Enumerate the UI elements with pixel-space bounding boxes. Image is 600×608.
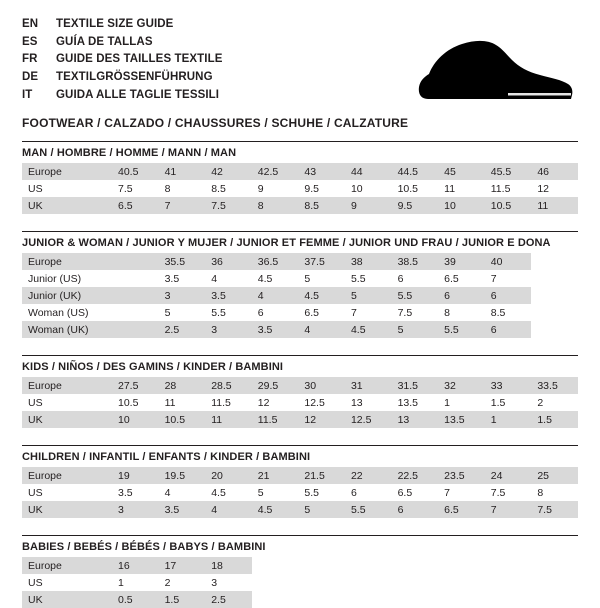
size-cell: 10 xyxy=(345,180,392,197)
language-row xyxy=(22,51,223,69)
size-cell: 11 xyxy=(159,394,206,411)
size-sections xyxy=(22,141,578,608)
size-cell: 30 xyxy=(298,377,345,394)
section-divider xyxy=(22,445,578,446)
row-label: Woman (US) xyxy=(22,304,112,321)
empty-cell xyxy=(438,557,485,574)
size-cell: 11.5 xyxy=(205,394,252,411)
size-cell: 5.5 xyxy=(298,484,345,501)
empty-cell xyxy=(298,574,345,591)
size-cell: 13 xyxy=(392,411,439,428)
size-cell: 31.5 xyxy=(392,377,439,394)
size-cell: 6.5 xyxy=(438,501,485,518)
table-row xyxy=(22,197,578,214)
size-cell: 8.5 xyxy=(298,197,345,214)
size-cell: 20 xyxy=(205,467,252,484)
size-cell xyxy=(112,253,159,270)
section-title: BABIES / BEBÉS / BÉBÉS / BABYS / BAMBINI xyxy=(22,541,266,553)
size-cell: 6 xyxy=(485,321,532,338)
row-label: Europe xyxy=(22,467,112,484)
size-table xyxy=(22,163,578,214)
table-row xyxy=(22,574,578,591)
size-cell: 1.5 xyxy=(531,411,578,428)
empty-cell xyxy=(438,574,485,591)
size-cell: 10.5 xyxy=(159,411,206,428)
size-cell: 4 xyxy=(159,484,206,501)
size-cell: 39 xyxy=(438,253,485,270)
section-title: CHILDREN / INFANTIL / ENFANTS / KINDER / BAMBINI xyxy=(22,451,311,463)
size-section xyxy=(22,141,578,214)
language-row xyxy=(22,16,223,34)
size-cell: 28.5 xyxy=(205,377,252,394)
size-cell: 28 xyxy=(159,377,206,394)
size-cell: 4 xyxy=(205,501,252,518)
size-cell: 12 xyxy=(252,394,299,411)
empty-cell xyxy=(531,574,578,591)
size-cell: 4 xyxy=(205,270,252,287)
size-cell: 36.5 xyxy=(252,253,299,270)
size-cell: 22 xyxy=(345,467,392,484)
size-cell: 9.5 xyxy=(298,180,345,197)
size-cell: 6.5 xyxy=(298,304,345,321)
empty-cell xyxy=(345,574,392,591)
dress-shoe-icon xyxy=(388,36,574,110)
size-table xyxy=(22,253,578,338)
size-cell: 2 xyxy=(531,394,578,411)
size-cell: 1.5 xyxy=(159,591,206,608)
size-cell: 3 xyxy=(112,501,159,518)
size-cell: 7.5 xyxy=(392,304,439,321)
size-cell: 4.5 xyxy=(205,484,252,501)
size-cell: 12.5 xyxy=(345,411,392,428)
size-cell: 8.5 xyxy=(485,304,532,321)
language-row xyxy=(22,69,223,87)
size-cell: 8 xyxy=(252,197,299,214)
category-title: FOOTWEAR / CALZADO / CHAUSSURES / SCHUHE / CALZATURE xyxy=(22,116,409,131)
section-title: JUNIOR & WOMAN / JUNIOR Y MUJER / JUNIOR ET FEMME / JUNIOR UND FRAU / JUNIOR E DONA xyxy=(22,237,551,249)
size-cell: 11 xyxy=(531,197,578,214)
size-cell: 13 xyxy=(345,394,392,411)
size-cell: 10.5 xyxy=(485,197,532,214)
size-cell: 46 xyxy=(531,163,578,180)
size-cell: 33.5 xyxy=(531,377,578,394)
table-row xyxy=(22,484,578,501)
table-row xyxy=(22,557,578,574)
size-section xyxy=(22,445,578,518)
size-cell: 12.5 xyxy=(298,394,345,411)
size-cell: 6 xyxy=(392,270,439,287)
size-cell: 17 xyxy=(159,557,206,574)
language-title: TEXTILE SIZE GUIDE xyxy=(56,18,174,30)
language-title: GUÍA DE TALLAS xyxy=(56,35,153,48)
size-cell: 7 xyxy=(485,501,532,518)
size-cell: 3 xyxy=(159,287,206,304)
empty-cell xyxy=(298,557,345,574)
size-cell: 21.5 xyxy=(298,467,345,484)
language-code: EN xyxy=(22,18,39,30)
size-cell: 36 xyxy=(205,253,252,270)
size-cell: 3.5 xyxy=(205,287,252,304)
row-label: US xyxy=(22,180,112,197)
table-row xyxy=(22,501,578,518)
size-table xyxy=(22,377,578,428)
size-cell: 9 xyxy=(345,197,392,214)
language-row xyxy=(22,87,223,105)
size-cell: 38.5 xyxy=(392,253,439,270)
size-cell xyxy=(112,287,159,304)
size-cell: 4.5 xyxy=(298,287,345,304)
table-row xyxy=(22,321,578,338)
size-cell: 45.5 xyxy=(485,163,532,180)
size-cell: 7.5 xyxy=(205,197,252,214)
size-cell: 3.5 xyxy=(112,484,159,501)
size-cell: 32 xyxy=(438,377,485,394)
size-cell: 5.5 xyxy=(438,321,485,338)
table-row xyxy=(22,163,578,180)
size-cell: 6 xyxy=(392,501,439,518)
language-code: ES xyxy=(22,35,38,48)
size-cell: 7 xyxy=(345,304,392,321)
size-cell: 5.5 xyxy=(205,304,252,321)
size-section xyxy=(22,535,578,608)
size-cell: 10.5 xyxy=(392,180,439,197)
size-cell: 4.5 xyxy=(345,321,392,338)
language-title: TEXTILGRÖSSENFÜHRUNG xyxy=(56,71,213,84)
size-cell: 31 xyxy=(345,377,392,394)
size-cell: 4 xyxy=(252,287,299,304)
size-cell: 27.5 xyxy=(112,377,159,394)
row-label: Junior (US) xyxy=(22,270,112,287)
size-cell: 10 xyxy=(438,197,485,214)
row-label: Europe xyxy=(22,253,112,270)
row-label: UK xyxy=(22,591,112,608)
language-code: IT xyxy=(22,88,33,101)
document-header xyxy=(22,16,578,131)
size-cell: 11 xyxy=(438,180,485,197)
size-cell: 7.5 xyxy=(485,484,532,501)
empty-cell xyxy=(531,287,578,304)
size-cell: 3.5 xyxy=(159,501,206,518)
size-cell: 3 xyxy=(205,574,252,591)
size-cell xyxy=(112,304,159,321)
size-cell: 13.5 xyxy=(438,411,485,428)
size-cell: 5.5 xyxy=(392,287,439,304)
size-cell: 44 xyxy=(345,163,392,180)
size-cell: 11 xyxy=(205,411,252,428)
row-label: UK xyxy=(22,197,112,214)
size-cell: 7 xyxy=(438,484,485,501)
size-cell: 5 xyxy=(252,484,299,501)
empty-cell xyxy=(531,253,578,270)
size-cell: 5 xyxy=(345,287,392,304)
size-cell: 23.5 xyxy=(438,467,485,484)
size-table xyxy=(22,467,578,518)
section-divider xyxy=(22,141,578,142)
size-cell: 2.5 xyxy=(205,591,252,608)
size-cell: 7 xyxy=(159,197,206,214)
size-cell: 41 xyxy=(159,163,206,180)
table-row xyxy=(22,180,578,197)
size-cell: 38 xyxy=(345,253,392,270)
table-row xyxy=(22,467,578,484)
size-cell: 4.5 xyxy=(252,270,299,287)
size-cell: 10 xyxy=(112,411,159,428)
size-cell xyxy=(112,270,159,287)
size-cell: 10.5 xyxy=(112,394,159,411)
table-row xyxy=(22,377,578,394)
size-cell: 6.5 xyxy=(392,484,439,501)
size-cell: 6.5 xyxy=(112,197,159,214)
size-cell: 35.5 xyxy=(159,253,206,270)
size-cell: 33 xyxy=(485,377,532,394)
table-row xyxy=(22,304,578,321)
empty-cell xyxy=(252,557,299,574)
empty-cell xyxy=(392,557,439,574)
language-title: GUIDA ALLE TAGLIE TESSILI xyxy=(56,88,220,101)
section-title: KIDS / NIÑOS / DES GAMINS / KINDER / BAMBINI xyxy=(22,361,284,373)
section-divider xyxy=(22,231,578,232)
size-cell: 8 xyxy=(159,180,206,197)
row-label: Junior (UK) xyxy=(22,287,112,304)
empty-cell xyxy=(345,557,392,574)
size-cell: 8 xyxy=(438,304,485,321)
section-divider xyxy=(22,355,578,356)
size-cell: 18 xyxy=(205,557,252,574)
empty-cell xyxy=(531,304,578,321)
size-cell: 44.5 xyxy=(392,163,439,180)
size-cell: 5 xyxy=(298,270,345,287)
row-label: Europe xyxy=(22,163,112,180)
size-section xyxy=(22,355,578,428)
size-cell: 2.5 xyxy=(159,321,206,338)
section-divider xyxy=(22,535,578,536)
size-cell: 3.5 xyxy=(252,321,299,338)
size-cell: 25 xyxy=(531,467,578,484)
size-cell: 7 xyxy=(485,270,532,287)
size-cell: 43 xyxy=(298,163,345,180)
size-cell: 12 xyxy=(298,411,345,428)
size-cell: 9 xyxy=(252,180,299,197)
size-cell: 1.5 xyxy=(485,394,532,411)
empty-cell xyxy=(485,574,532,591)
size-cell: 37.5 xyxy=(298,253,345,270)
size-cell: 5 xyxy=(392,321,439,338)
language-row xyxy=(22,34,223,52)
size-cell: 5 xyxy=(159,304,206,321)
size-cell: 3 xyxy=(205,321,252,338)
table-row xyxy=(22,253,578,270)
size-cell: 5 xyxy=(298,501,345,518)
size-cell: 1 xyxy=(112,574,159,591)
size-cell: 24 xyxy=(485,467,532,484)
empty-cell xyxy=(252,574,299,591)
size-cell xyxy=(112,321,159,338)
size-cell: 7.5 xyxy=(531,501,578,518)
table-row xyxy=(22,287,578,304)
size-cell: 21 xyxy=(252,467,299,484)
size-cell: 45 xyxy=(438,163,485,180)
size-cell: 4.5 xyxy=(252,501,299,518)
row-label: US xyxy=(22,484,112,501)
section-title: MAN / HOMBRE / HOMME / MANN / MAN xyxy=(22,147,237,159)
size-cell: 8 xyxy=(531,484,578,501)
size-cell: 8.5 xyxy=(205,180,252,197)
size-cell: 19.5 xyxy=(159,467,206,484)
size-cell: 6 xyxy=(252,304,299,321)
size-cell: 7.5 xyxy=(112,180,159,197)
size-cell: 6 xyxy=(345,484,392,501)
table-row xyxy=(22,270,578,287)
row-label: UK xyxy=(22,501,112,518)
row-label: Europe xyxy=(22,377,112,394)
empty-cell xyxy=(485,557,532,574)
size-cell: 3.5 xyxy=(159,270,206,287)
size-cell: 13.5 xyxy=(392,394,439,411)
size-cell: 5.5 xyxy=(345,270,392,287)
size-cell: 1 xyxy=(438,394,485,411)
size-cell: 40.5 xyxy=(112,163,159,180)
row-label: UK xyxy=(22,411,112,428)
size-cell: 42.5 xyxy=(252,163,299,180)
size-cell: 9.5 xyxy=(392,197,439,214)
language-code: DE xyxy=(22,71,39,84)
empty-cell xyxy=(531,270,578,287)
language-title: GUIDE DES TAILLES TEXTILE xyxy=(56,53,223,66)
language-title-list xyxy=(22,16,223,104)
size-cell: 11.5 xyxy=(252,411,299,428)
size-cell: 4 xyxy=(298,321,345,338)
size-table xyxy=(22,557,578,608)
size-cell: 6 xyxy=(485,287,532,304)
language-code: FR xyxy=(22,53,38,66)
size-cell: 22.5 xyxy=(392,467,439,484)
table-row xyxy=(22,411,578,428)
size-cell: 42 xyxy=(205,163,252,180)
size-cell: 1 xyxy=(485,411,532,428)
size-cell: 29.5 xyxy=(252,377,299,394)
size-cell: 16 xyxy=(112,557,159,574)
empty-cell xyxy=(531,557,578,574)
size-cell: 2 xyxy=(159,574,206,591)
empty-cell xyxy=(392,574,439,591)
row-label: Europe xyxy=(22,557,112,574)
row-label: US xyxy=(22,574,112,591)
table-row xyxy=(22,394,578,411)
row-label: Woman (UK) xyxy=(22,321,112,338)
row-label: US xyxy=(22,394,112,411)
size-cell: 6.5 xyxy=(438,270,485,287)
size-cell: 5.5 xyxy=(345,501,392,518)
size-cell: 0.5 xyxy=(112,591,159,608)
size-cell: 19 xyxy=(112,467,159,484)
empty-cell xyxy=(531,321,578,338)
size-cell: 11.5 xyxy=(485,180,532,197)
size-cell: 6 xyxy=(438,287,485,304)
size-cell: 40 xyxy=(485,253,532,270)
size-cell: 12 xyxy=(531,180,578,197)
size-section xyxy=(22,231,578,338)
